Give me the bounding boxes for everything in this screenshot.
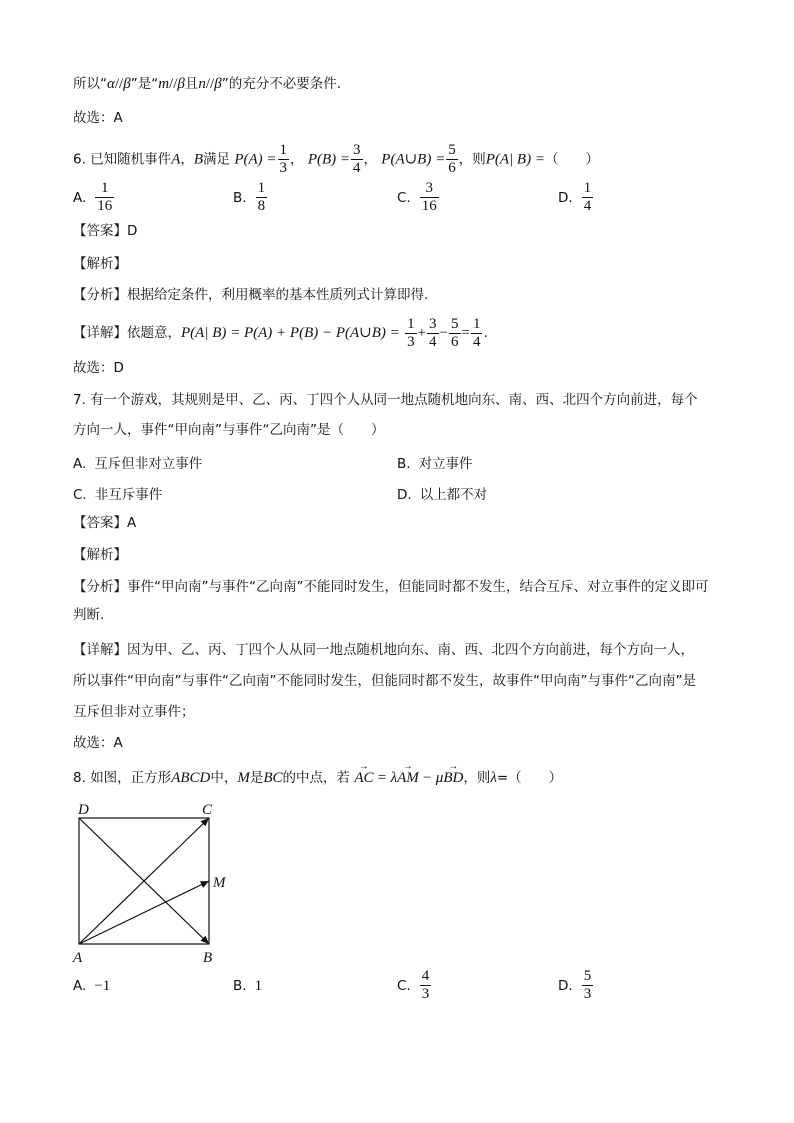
operator: = [461, 325, 470, 341]
denominator: 16 [97, 198, 113, 214]
q6-option-a[interactable] [73, 180, 115, 215]
text: ”的充分不必要条件. [221, 76, 341, 92]
option-text: 1 [254, 978, 263, 994]
formula: P(A) = [234, 151, 277, 168]
denominator: 3 [279, 160, 288, 176]
numerator: 1 [472, 315, 481, 332]
fraction [95, 180, 114, 215]
q6-choose: 故选：D [73, 360, 124, 376]
numerator: 5 [448, 142, 456, 158]
q8-stem [73, 768, 730, 788]
fenxi-tag: 【分析】 [73, 579, 127, 595]
square-name: ABCD [171, 770, 211, 786]
square-figure [70, 796, 240, 966]
q7-analysis-tag: 【解析】 [73, 547, 127, 563]
q7-option-a[interactable] [73, 452, 202, 472]
operator: − [423, 770, 432, 786]
text: ， [363, 151, 377, 168]
denominator: 8 [257, 198, 266, 214]
mu: μ [435, 770, 444, 786]
numerator: 1 [257, 180, 266, 196]
q7-answer [73, 513, 730, 533]
option-text: 对立事件 [418, 456, 473, 472]
beta: β [123, 76, 131, 92]
fraction [471, 316, 483, 351]
numerator: 1 [95, 180, 114, 198]
q8-option-b[interactable] [233, 978, 262, 995]
numerator: 1 [279, 142, 288, 158]
fenxi-text: 根据给定条件，利用概率的基本性质列式计算即得. [127, 287, 429, 303]
option-text: −1 [94, 978, 111, 994]
numerator: 5 [451, 315, 459, 332]
denominator: 4 [429, 333, 437, 350]
denominator: 6 [451, 333, 459, 350]
fraction [420, 968, 432, 1003]
answer-tag: 【答案】 [73, 223, 127, 239]
q6-option-c[interactable] [397, 180, 440, 215]
q6-stem [73, 142, 730, 174]
text: 中， [210, 770, 238, 786]
beta: β [177, 76, 185, 92]
answer-value: D [127, 223, 138, 239]
operator: = [377, 770, 387, 786]
denominator: 4 [583, 198, 592, 214]
text: 如图，正方形 [90, 770, 172, 786]
text: 满足 [203, 151, 231, 168]
q7-fenxi-cont: 判断. [73, 607, 105, 623]
fraction [446, 142, 458, 177]
text: ， [180, 151, 194, 168]
text: 且 [184, 76, 199, 92]
option-label: A. [73, 189, 87, 206]
q6-fenxi [73, 285, 730, 305]
fraction [420, 180, 439, 215]
fraction [449, 316, 461, 351]
numerator: 3 [353, 142, 361, 158]
q8-option-c[interactable] [397, 968, 432, 1003]
lambda: λ [490, 770, 497, 786]
text: ，则 [458, 151, 486, 168]
option-text: 互斥但非对立事件 [94, 456, 203, 472]
event-b: B [193, 151, 204, 168]
q8-option-a[interactable] [73, 978, 110, 995]
numerator: 3 [429, 315, 437, 332]
answer-tag: 【答案】 [73, 515, 127, 531]
text: ”是“ [130, 76, 159, 92]
fraction [427, 316, 439, 351]
option-text: 非互斥事件 [94, 487, 163, 503]
option-label: C. [397, 977, 411, 994]
fraction [351, 142, 363, 177]
fraction [278, 142, 290, 177]
denominator: 3 [407, 333, 415, 350]
denominator: 3 [421, 986, 430, 1002]
q7-option-b[interactable] [397, 452, 473, 472]
option-label: B. [233, 189, 247, 206]
q7-option-c[interactable] [73, 483, 162, 503]
fraction [405, 316, 417, 351]
q6-answer [73, 221, 730, 241]
option-label: A. [73, 978, 87, 994]
text: 已知随机事件 [90, 151, 172, 168]
parallel-sign: // [169, 76, 178, 92]
n: n [198, 76, 206, 92]
lambda: λ [390, 770, 398, 786]
formula: P(A| B) = [485, 151, 545, 168]
label-a: A [73, 950, 83, 966]
answer-value: A [127, 515, 137, 531]
option-label: A. [73, 456, 87, 472]
denominator: 3 [583, 986, 592, 1002]
q8-option-d[interactable] [558, 968, 594, 1003]
q7-stem-line1: 7. 有一个游戏，其规则是甲、乙、丙、丁四个人从同一地点随机地向东、南、西、北四个方向前进，每个 [73, 392, 698, 408]
denominator: 4 [353, 160, 361, 176]
numerator: 1 [407, 315, 415, 332]
option-label: D. [558, 977, 573, 994]
option-label: B. [233, 978, 247, 994]
q6-analysis-tag: 【解析】 [73, 256, 127, 272]
segment-bc: BC [263, 770, 283, 786]
q7-detail-line2: 所以事件“甲向南”与事件“乙向南”不能同时发生，但能同时都不发生，故事件“甲向南”与事件“乙向南”是 [73, 673, 696, 689]
text: （ ） [544, 151, 599, 168]
denominator: 4 [472, 333, 481, 350]
q7-fenxi [73, 577, 730, 597]
text: ， [290, 151, 304, 168]
vector-am-arrow [79, 881, 209, 944]
detail-tag: 【详解】 [73, 325, 127, 341]
alpha: α [107, 76, 115, 92]
fraction [256, 180, 268, 215]
q7-stem-line2: 方向一人，事件“甲向南”与事件“乙向南”是（ ） [73, 422, 385, 438]
parallel-sign: // [114, 76, 124, 92]
q6-option-b[interactable] [233, 180, 268, 215]
formula: P(A| B) = P(A) + P(B) − P(A∪B) = [181, 325, 400, 341]
vector-bd: → BD [443, 768, 463, 788]
denominator: 16 [421, 198, 437, 214]
fenxi-text: 事件“甲向南”与事件“乙向南”不能同时发生，但能同时都不发生，结合互斥、对立事件的定义即可 [127, 579, 709, 595]
point-m: M [237, 770, 250, 786]
q7-detail [73, 640, 730, 660]
label-b: B [203, 950, 213, 966]
option-label: D. [558, 189, 573, 206]
numerator: 3 [420, 180, 439, 198]
numerator: 1 [583, 180, 592, 196]
option-label: D. [397, 487, 412, 503]
text: 依题意， [127, 325, 181, 341]
option-label: C. [73, 487, 87, 503]
text: 所以“ [73, 76, 107, 92]
label-m: M [213, 875, 226, 891]
q6-option-d[interactable] [558, 180, 594, 215]
beta: β [214, 76, 222, 92]
operator: + [417, 325, 427, 341]
text: ，则 [463, 770, 491, 786]
option-label: C. [397, 189, 411, 206]
prev-answer: 故选：A [73, 110, 123, 126]
fenxi-tag: 【分析】 [73, 287, 127, 303]
denominator: 6 [448, 160, 456, 176]
formula: P(B) = [307, 151, 350, 168]
question-number: 8. [73, 770, 86, 786]
event-a: A [171, 151, 181, 168]
q6-detail [73, 313, 730, 353]
parallel-sign: // [205, 76, 215, 92]
fraction [582, 180, 594, 215]
detail-tag: 【详解】 [73, 642, 127, 658]
option-label: B. [397, 456, 411, 472]
formula: P(A∪B) = [381, 151, 446, 168]
q7-choose: 故选：A [73, 735, 123, 751]
option-text: 以上都不对 [419, 487, 488, 503]
m: m [158, 76, 170, 92]
label-d: D [78, 802, 89, 818]
text: 的中点，若 [282, 770, 351, 786]
q7-detail-line3: 互斥但非对立事件； [73, 704, 195, 720]
conclusion-line [73, 74, 730, 94]
text: =（ ） [496, 770, 563, 786]
numerator: 5 [583, 968, 592, 984]
vector-am: → AM [397, 768, 419, 788]
label-c: C [202, 802, 213, 818]
vector-ac: → AC [354, 768, 373, 788]
fraction [582, 968, 594, 1003]
q7-option-d[interactable] [397, 483, 487, 503]
detail-text: 因为甲、乙、丙、丁四个人从同一地点随机地向东、南、西、北四个方向前进，每个方向一人， [127, 642, 694, 658]
text: . [483, 325, 488, 341]
operator: − [439, 325, 449, 341]
text: 是 [249, 770, 264, 786]
numerator: 4 [421, 968, 430, 984]
question-number: 6. [73, 151, 86, 168]
